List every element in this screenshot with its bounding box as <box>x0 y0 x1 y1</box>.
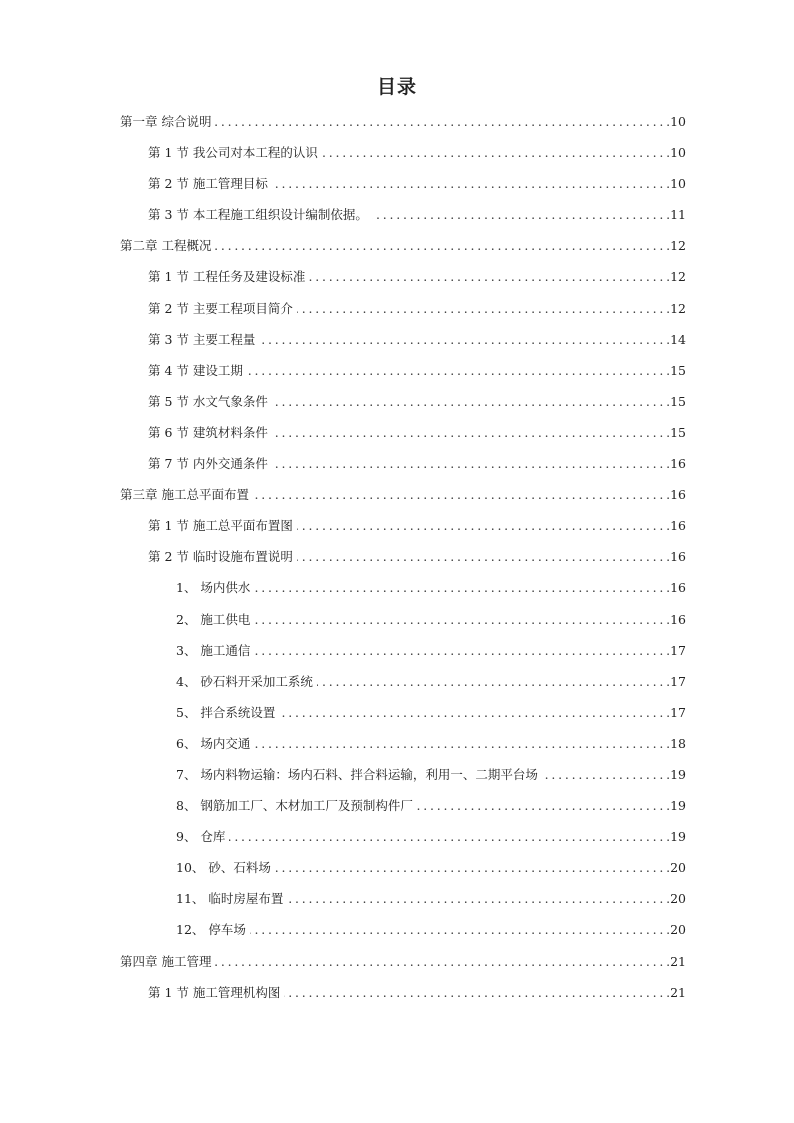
toc-subsection-entry[interactable] <box>120 858 686 889</box>
dot-leader <box>297 547 670 567</box>
toc-entry-label: 第 2 节 施工管理目标 <box>148 176 268 192</box>
toc-section-entry[interactable] <box>120 267 686 298</box>
toc-section-entry[interactable] <box>120 547 686 578</box>
toc-page-number: 15 <box>670 424 686 440</box>
toc-page-number: 19 <box>670 829 686 845</box>
toc-entry-label: 8、 钢筋加工厂、木材加工厂及预制构件厂 <box>176 798 413 814</box>
toc-page-number: 10 <box>670 114 686 129</box>
toc-chapter-entry[interactable] <box>120 952 686 983</box>
toc-entry-label: 第 4 节 建设工期 <box>148 362 243 378</box>
dot-leader <box>215 952 670 972</box>
toc-page-number: 12 <box>670 238 686 254</box>
dot-leader <box>287 889 670 909</box>
dot-leader <box>254 610 670 630</box>
toc-page-number: 10 <box>670 176 686 192</box>
dot-leader <box>284 983 670 1003</box>
toc-entry-label: 第 3 节 本工程施工组织设计编制依据。 <box>148 207 368 223</box>
dot-leader <box>259 330 670 350</box>
toc-page-number: 17 <box>670 642 686 658</box>
toc-subsection-entry[interactable] <box>120 734 686 765</box>
toc-entry-label: 5、 拌合系统设置 <box>176 704 276 720</box>
dot-leader <box>272 454 670 474</box>
toc-section-entry[interactable] <box>120 983 686 1014</box>
toc-page-number: 16 <box>670 456 686 472</box>
toc-entry-label: 第 3 节 主要工程量 <box>148 331 256 347</box>
toc-section-entry[interactable] <box>120 143 686 174</box>
toc-entry-label: 4、 砂石料开采加工系统 <box>176 673 313 689</box>
dot-leader <box>372 205 670 225</box>
toc-entry-label: 第 1 节 我公司对本工程的认识 <box>148 145 318 161</box>
toc-entry-label: 1、 场内供水 <box>176 580 251 596</box>
toc-entry-label: 第 7 节 内外交通条件 <box>148 456 268 472</box>
toc-page-number: 14 <box>670 331 686 347</box>
toc-section-entry[interactable] <box>120 174 686 205</box>
dot-leader <box>322 143 670 163</box>
dot-leader <box>254 578 670 598</box>
table-of-contents <box>120 112 686 1014</box>
dot-leader <box>272 174 670 194</box>
toc-subsection-entry[interactable] <box>120 641 686 672</box>
dot-leader <box>272 423 670 443</box>
toc-chapter-entry[interactable] <box>120 112 686 143</box>
dot-leader <box>254 734 670 754</box>
toc-entry-label: 第 6 节 建筑材料条件 <box>148 424 268 440</box>
toc-entry-label: 第一章 综合说明 <box>120 114 212 129</box>
dot-leader <box>309 267 670 287</box>
toc-page-number: 16 <box>670 518 686 534</box>
dot-leader <box>254 641 670 661</box>
dot-leader <box>215 236 670 256</box>
toc-page-number: 10 <box>670 145 686 161</box>
dot-leader <box>317 672 670 692</box>
dot-leader <box>229 827 670 847</box>
toc-section-entry[interactable] <box>120 516 686 547</box>
toc-page-number: 16 <box>670 487 686 503</box>
dot-leader <box>253 485 670 505</box>
toc-page-number: 19 <box>670 766 686 782</box>
toc-page-number: 16 <box>670 611 686 627</box>
toc-page-number: 15 <box>670 362 686 378</box>
toc-entry-label: 9、 仓库 <box>176 829 226 845</box>
toc-page-number: 20 <box>670 922 686 938</box>
dot-leader <box>297 516 670 536</box>
toc-section-entry[interactable] <box>120 423 686 454</box>
toc-section-entry[interactable] <box>120 392 686 423</box>
toc-subsection-entry[interactable] <box>120 703 686 734</box>
toc-subsection-entry[interactable] <box>120 796 686 827</box>
toc-section-entry[interactable] <box>120 330 686 361</box>
toc-entry-label: 6、 场内交通 <box>176 735 251 751</box>
toc-subsection-entry[interactable] <box>120 889 686 920</box>
toc-page-number: 21 <box>670 984 686 1000</box>
toc-page-number: 20 <box>670 860 686 876</box>
dot-leader <box>272 392 670 412</box>
dot-leader <box>279 703 670 723</box>
toc-subsection-entry[interactable] <box>120 672 686 703</box>
toc-entry-label: 第 5 节 水文气象条件 <box>148 393 268 409</box>
dot-leader <box>417 796 670 816</box>
toc-page-number: 16 <box>670 580 686 596</box>
toc-entry-label: 3、 施工通信 <box>176 642 251 658</box>
dot-leader <box>250 920 670 940</box>
toc-chapter-entry[interactable] <box>120 236 686 267</box>
toc-section-entry[interactable] <box>120 299 686 330</box>
toc-subsection-entry[interactable] <box>120 578 686 609</box>
toc-entry-label: 第 1 节 施工总平面布置图 <box>148 518 293 534</box>
toc-entry-label: 第 2 节 临时设施布置说明 <box>148 549 293 565</box>
toc-subsection-entry[interactable] <box>120 610 686 641</box>
dot-leader <box>542 765 670 785</box>
toc-entry-label: 12、 停车场 <box>176 922 246 938</box>
toc-entry-label: 第三章 施工总平面布置 <box>120 487 249 503</box>
toc-entry-label: 第四章 施工管理 <box>120 953 212 969</box>
toc-page-number: 12 <box>670 269 686 285</box>
toc-page-number: 19 <box>670 798 686 814</box>
toc-entry-label: 第 1 节 施工管理机构图 <box>148 984 281 1000</box>
toc-page-number: 21 <box>670 953 686 969</box>
toc-entry-label: 11、 临时房屋布置 <box>176 891 284 907</box>
toc-subsection-entry[interactable] <box>120 827 686 858</box>
toc-page-number: 16 <box>670 549 686 565</box>
toc-page-number: 17 <box>670 673 686 689</box>
toc-subsection-entry[interactable] <box>120 920 686 951</box>
toc-entry-label: 第 1 节 工程任务及建设标准 <box>148 269 306 285</box>
toc-section-entry[interactable] <box>120 205 686 236</box>
toc-section-entry[interactable] <box>120 454 686 485</box>
toc-entry-label: 7、 场内料物运输：场内石料、拌合料运输，利用一、二期平台场 <box>176 766 538 782</box>
toc-entry-label: 2、 施工供电 <box>176 611 251 627</box>
toc-page-number: 12 <box>670 300 686 316</box>
toc-page-number: 18 <box>670 735 686 751</box>
dot-leader <box>215 112 670 132</box>
toc-section-entry[interactable] <box>120 361 686 392</box>
toc-page-number: 20 <box>670 891 686 907</box>
toc-chapter-entry[interactable] <box>120 485 686 516</box>
toc-page-number: 11 <box>670 207 686 223</box>
toc-entry-label: 第 2 节 主要工程项目简介 <box>148 300 293 316</box>
toc-entry-label: 第二章 工程概况 <box>120 238 212 254</box>
dot-leader <box>275 858 670 878</box>
dot-leader <box>247 361 670 381</box>
toc-subsection-entry[interactable] <box>120 765 686 796</box>
toc-page-number: 17 <box>670 704 686 720</box>
toc-page-number: 15 <box>670 393 686 409</box>
dot-leader <box>297 299 670 319</box>
page-title: 目录 <box>376 76 417 98</box>
toc-entry-label: 10、 砂、石料场 <box>176 860 271 876</box>
